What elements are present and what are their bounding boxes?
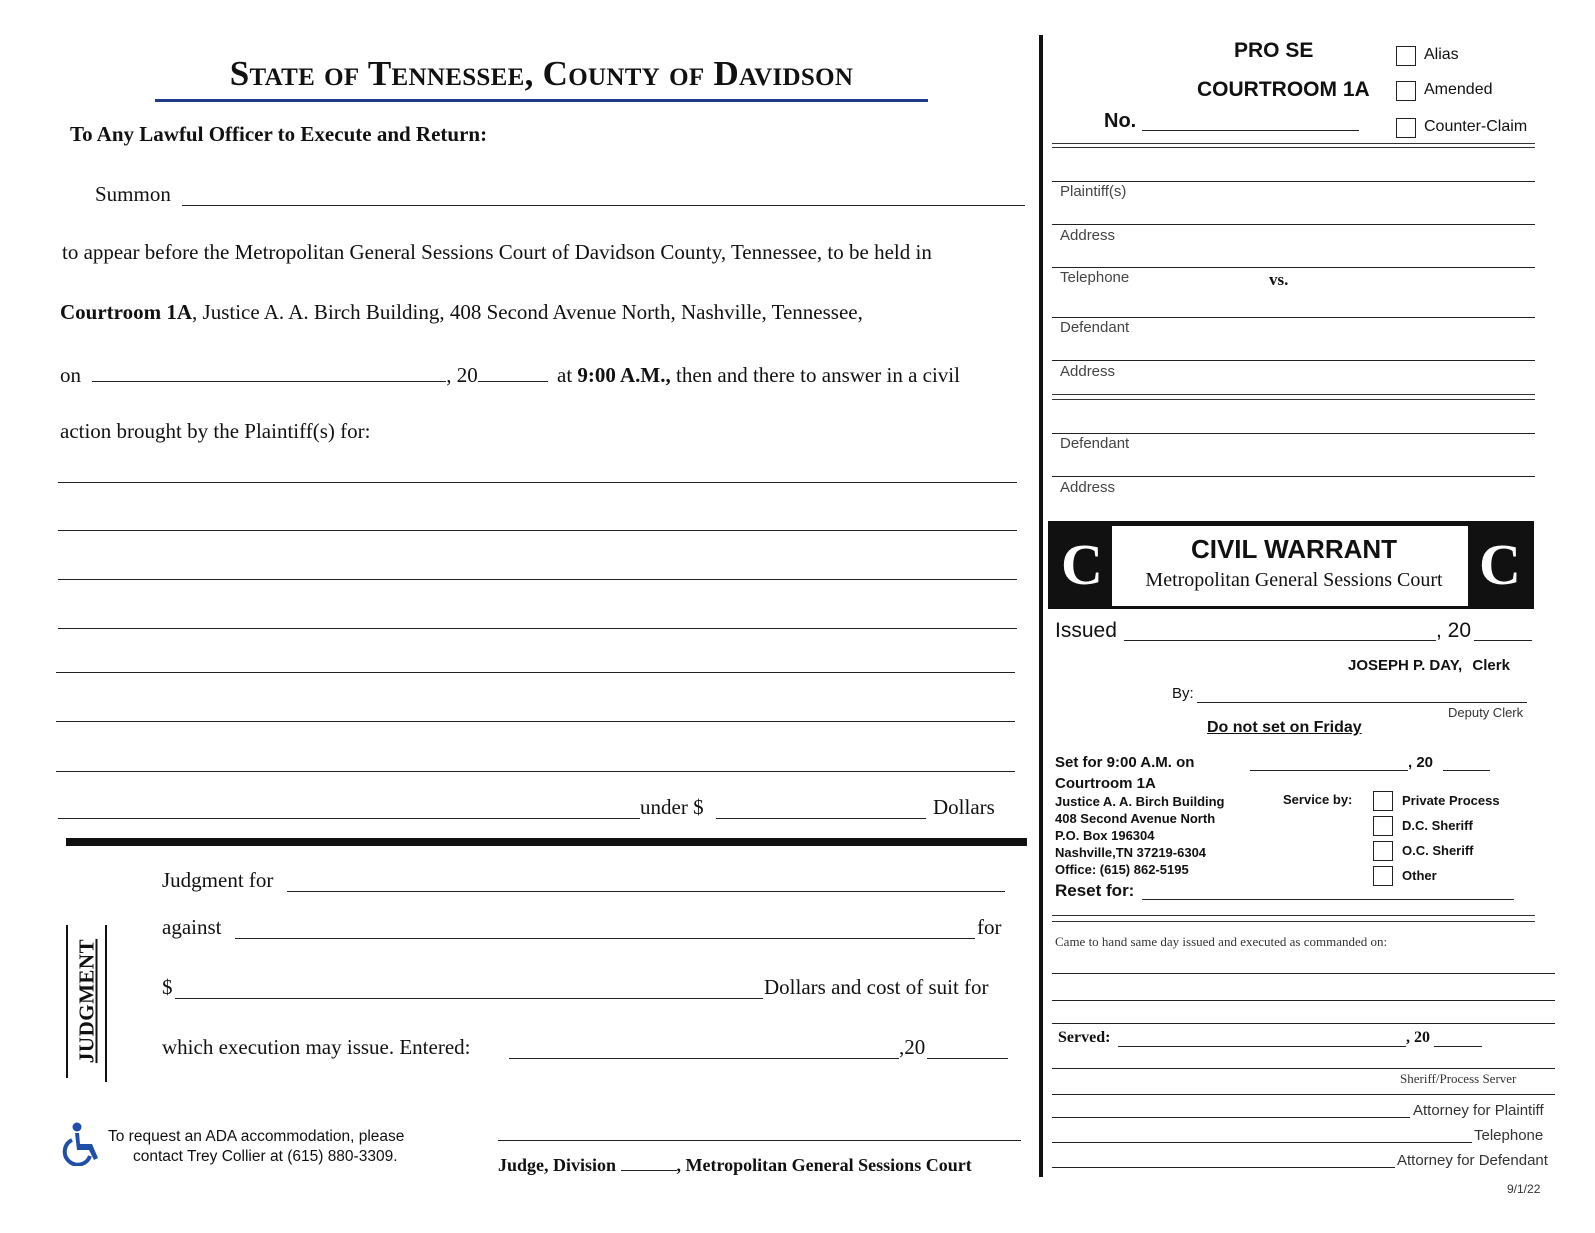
court-address-line: Justice A. A. Birch Building [1055, 794, 1225, 809]
year-prefix: , 20 [446, 363, 478, 388]
sheriff-signature-field[interactable] [1052, 1068, 1555, 1069]
set-for-label: Set for 9:00 A.M. on [1055, 754, 1195, 771]
hearing-date-field[interactable] [92, 359, 446, 382]
form-title: State of Tennessee, County of Davidson [229, 54, 854, 93]
dc-sheriff-checkbox[interactable] [1373, 816, 1393, 836]
on-date-line [60, 359, 960, 388]
summon-label: Summon [95, 182, 171, 206]
dc-sheriff-label: D.C. Sheriff [1402, 818, 1473, 833]
clerk-line [1348, 657, 1510, 674]
sheriff-bottom-rule [1052, 1094, 1555, 1095]
service-double-rule [1052, 915, 1535, 922]
civil-warrant-subtitle: Metropolitan General Sessions Court [1145, 569, 1443, 591]
plaintiff-field[interactable] [1052, 181, 1535, 182]
for-suffix: for [977, 915, 1002, 939]
accessibility-icon [62, 1122, 104, 1166]
set-year-label: , 20 [1408, 754, 1434, 771]
alias-label: Alias [1424, 46, 1459, 63]
plaintiff-address-label: Address [1060, 227, 1116, 244]
issued-year-field[interactable] [1474, 640, 1532, 641]
defendant-field[interactable] [1052, 317, 1535, 318]
judgment-amount-field[interactable] [175, 998, 763, 999]
issued-date-field[interactable] [1124, 640, 1436, 641]
judgment-side-rule [105, 925, 107, 1082]
friday-note: Do not set on Friday [1207, 719, 1362, 736]
set-date-field[interactable] [1250, 770, 1408, 771]
dollars-label: Dollars [933, 795, 995, 819]
on-label: on [60, 363, 81, 388]
exec-text: which execution may issue. Entered: [162, 1035, 471, 1059]
vs-label: vs. [1269, 270, 1289, 289]
oc-sheriff-label: O.C. Sheriff [1402, 843, 1474, 858]
clerk-name: JOSEPH P. DAY, [1348, 657, 1463, 674]
other-service-checkbox[interactable] [1373, 866, 1393, 886]
entered-year-field[interactable] [927, 1058, 1008, 1059]
served-date-field[interactable] [1118, 1046, 1406, 1047]
telephone-field[interactable] [1052, 1142, 1472, 1143]
judgment-side-label: JUDGMENT [74, 938, 99, 1064]
telephone-label: Telephone [1060, 269, 1130, 286]
deputy-signature-field[interactable] [1197, 702, 1527, 703]
claim-line[interactable] [58, 482, 1017, 483]
private-process-label: Private Process [1402, 793, 1500, 808]
attorney-defendant-field[interactable] [1052, 1167, 1395, 1168]
service-by-label: Service by: [1283, 792, 1353, 807]
defendant-address-label: Address [1060, 363, 1116, 380]
appear-text: to appear before the Metropolitan General Sessions Court of Davidson County, Tennessee, to be held in [62, 240, 932, 264]
banner-left-letter: C [1061, 532, 1103, 597]
amended-label: Amended [1424, 81, 1493, 98]
form-date: 9/1/22 [1507, 1182, 1541, 1196]
courtroom-rest: , Justice A. A. Birch Building, 408 Second Avenue North, Nashville, Tennessee, [192, 300, 863, 324]
courtroom-line [60, 300, 863, 325]
amended-checkbox[interactable] [1396, 81, 1416, 101]
cost-text: Dollars and cost of suit for [764, 975, 989, 999]
header-double-rule [1052, 143, 1535, 148]
entered-year-label: ,20 [899, 1035, 926, 1059]
hearing-time: 9:00 A.M., [577, 363, 671, 388]
summon-field[interactable] [182, 205, 1025, 206]
telephone2-label: Telephone [1474, 1127, 1544, 1144]
defendant-double-rule [1052, 394, 1535, 400]
sheriff-label: Sheriff/Process Server [1400, 1071, 1517, 1086]
private-process-checkbox[interactable] [1373, 791, 1393, 811]
ada-line-2: contact Trey Collier at (615) 880-3309. [133, 1148, 398, 1165]
defendant2-address-field[interactable] [1052, 476, 1535, 477]
by-label: By: [1172, 685, 1194, 702]
set-year-field[interactable] [1443, 770, 1490, 771]
at-label: at [557, 363, 573, 388]
claim-line[interactable] [58, 628, 1017, 629]
served-label: Served: [1058, 1029, 1111, 1046]
division-field[interactable] [621, 1151, 677, 1171]
served-year-label: , 20 [1406, 1029, 1430, 1046]
answer-text: then and there to answer in a civil [675, 363, 960, 388]
return-line[interactable] [1052, 973, 1555, 974]
judgment-separator [66, 838, 1027, 846]
case-number-field[interactable] [1142, 130, 1359, 131]
civil-warrant-title: CIVIL WARRANT [1190, 534, 1398, 564]
defendant2-label: Defendant [1060, 435, 1130, 452]
issued-label: Issued [1055, 619, 1117, 642]
judge-division-line [498, 1151, 972, 1176]
clerk-title: Clerk [1472, 657, 1510, 674]
amount-field[interactable] [716, 818, 926, 819]
judge-signature-line[interactable] [498, 1140, 1021, 1141]
attorney-plaintiff-field[interactable] [1052, 1117, 1410, 1118]
ada-line-1: To request an ADA accommodation, please [108, 1128, 405, 1145]
courtroom-header: COURTROOM 1A [1197, 78, 1370, 101]
dollar-sign: $ [162, 975, 173, 999]
entered-date-field[interactable] [509, 1058, 899, 1059]
oc-sheriff-checkbox[interactable] [1373, 841, 1393, 861]
plaintiff-telephone-field[interactable] [1052, 267, 1535, 268]
claim-line[interactable] [56, 721, 1015, 722]
panel-divider [1039, 35, 1043, 1177]
deputy-label: Deputy Clerk [1448, 705, 1524, 720]
counter-claim-checkbox[interactable] [1396, 118, 1416, 138]
attorney-plaintiff-label: Attorney for Plaintiff [1413, 1102, 1544, 1119]
hearing-year-field[interactable] [478, 359, 548, 382]
defendant-label: Defendant [1060, 319, 1130, 336]
came-to-hand-text: Came to hand same day issued and executed as commanded on: [1055, 934, 1388, 949]
courtroom-bold: Courtroom 1A [60, 300, 193, 324]
against-label: against [162, 915, 222, 939]
court-address-line: Nashville,TN 37219-6304 [1055, 845, 1207, 860]
judgment-for-label: Judgment for [162, 868, 274, 892]
issued-year-label: , 20 [1436, 619, 1472, 642]
alias-checkbox[interactable] [1396, 46, 1416, 66]
defendant2-field[interactable] [1052, 433, 1535, 434]
court-label: , Metropolitan General Sessions Court [676, 1154, 972, 1175]
other-service-label: Other [1402, 868, 1437, 883]
claim-line[interactable] [56, 672, 1015, 673]
claim-line[interactable] [56, 771, 1015, 772]
court-address-line: 408 Second Avenue North [1055, 811, 1216, 826]
counter-claim-label: Counter-Claim [1424, 118, 1528, 135]
action-text: action brought by the Plaintiff(s) for: [60, 419, 371, 443]
addressee-line: To Any Lawful Officer to Execute and Return: [70, 122, 488, 146]
court-address-line: Office: (615) 862-5195 [1055, 862, 1189, 877]
judgment-for-field[interactable] [287, 891, 1005, 892]
title-underline [155, 99, 928, 102]
under-label: under $ [640, 795, 704, 819]
claim-line[interactable] [58, 579, 1017, 580]
plaintiff-label: Plaintiff(s) [1060, 183, 1127, 200]
judge-label: Judge, Division [498, 1154, 617, 1175]
defendant2-address-label: Address [1060, 479, 1116, 496]
plaintiff-address-field[interactable] [1052, 224, 1535, 225]
banner-right-letter: C [1479, 532, 1521, 597]
defendant-address-field[interactable] [1052, 360, 1535, 361]
courtroom-address-title: Courtroom 1A [1055, 775, 1156, 792]
reset-for-label: Reset for: [1055, 881, 1135, 900]
claim-line[interactable] [58, 818, 640, 819]
judgment-side-rule [66, 925, 68, 1078]
reset-for-field[interactable] [1142, 899, 1514, 900]
claim-line[interactable] [58, 530, 1017, 531]
against-field[interactable] [235, 938, 975, 939]
case-number-label: No. [1104, 110, 1137, 132]
attorney-defendant-label: Attorney for Defendant [1397, 1152, 1548, 1169]
pro-se-label: PRO SE [1234, 39, 1314, 62]
return-line[interactable] [1052, 1023, 1555, 1024]
return-line[interactable] [1052, 1000, 1555, 1001]
court-address-line: P.O. Box 196304 [1055, 828, 1155, 843]
served-year-field[interactable] [1434, 1046, 1482, 1047]
